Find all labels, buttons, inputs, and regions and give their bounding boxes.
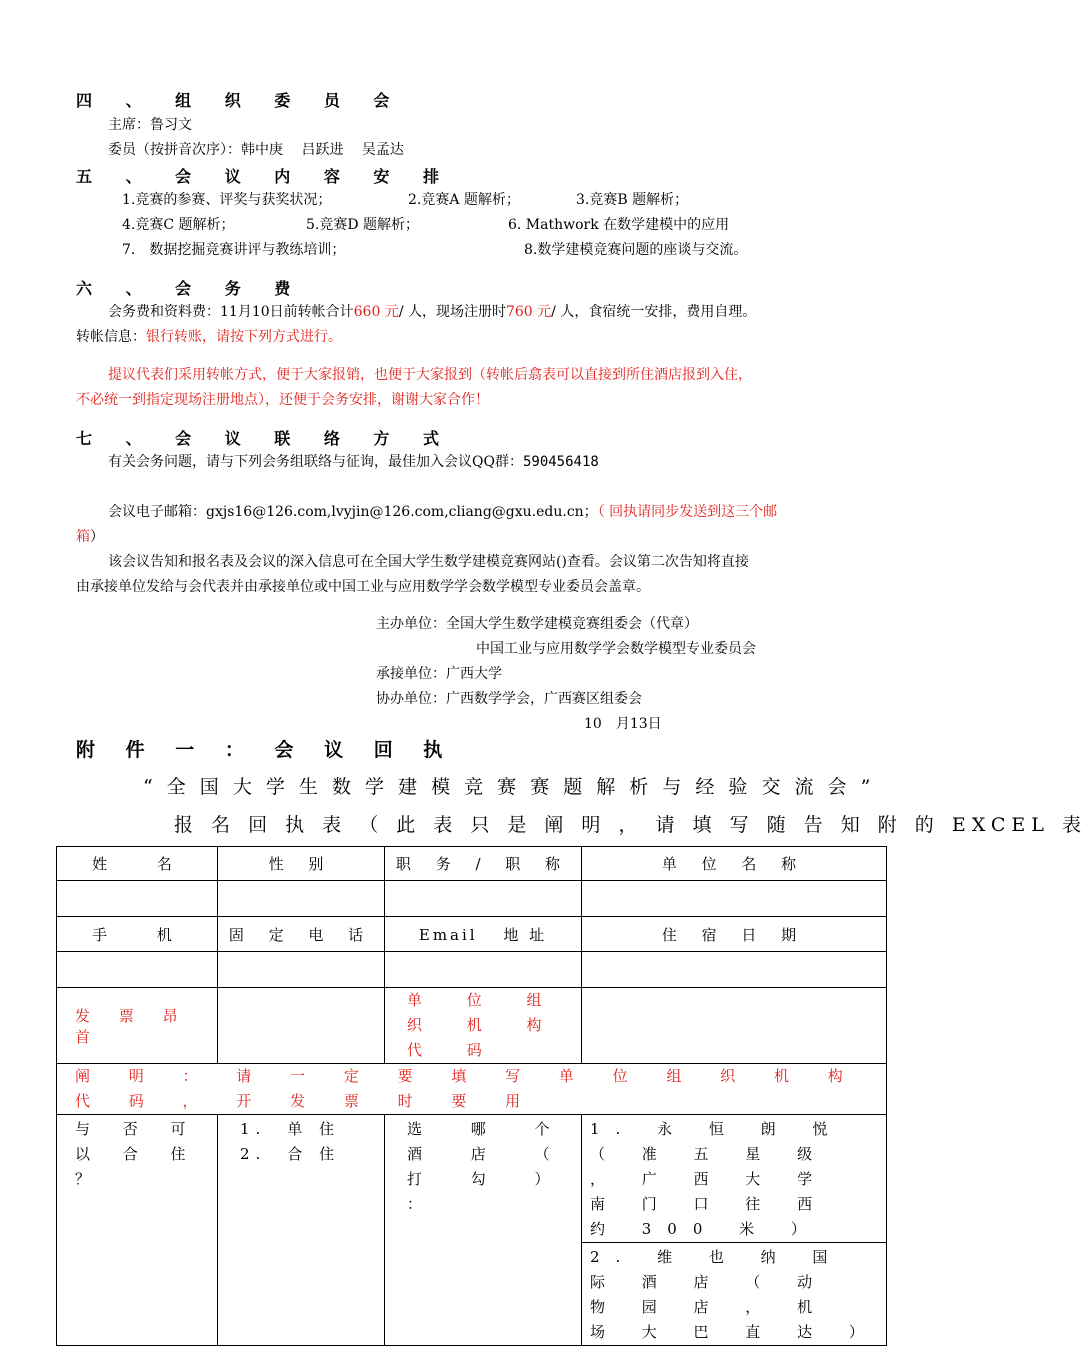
organization-cell[interactable]	[582, 881, 887, 917]
registration-form	[56, 846, 887, 1346]
transfer-label: 转帐信息：	[76, 329, 146, 345]
transfer-line	[76, 326, 342, 346]
agenda-item: 6. Mathwork 在数学建模中的应用	[508, 217, 730, 233]
title-cell[interactable]	[385, 881, 582, 917]
transfer-note-2: 不必统一到指定现场注册地点），还便于会务安排，谢谢大家合作！	[76, 392, 489, 408]
agenda-item: 2.竞赛A 题解析；	[408, 192, 520, 208]
table-row	[57, 1115, 887, 1243]
section7-title: 七 、 会 议 联 络 方 式	[76, 429, 453, 448]
invoice-title-label: 发 票 昂 首	[57, 988, 218, 1064]
table-row	[57, 1064, 887, 1115]
section5-title: 五 、 会 议 内 容 安 排	[76, 167, 453, 186]
attachment-title: 附 件 一 ： 会 议 回 执	[76, 739, 455, 761]
notice-date: 10 月13日	[584, 716, 662, 732]
option-single[interactable]: 1. 单 住	[240, 1120, 341, 1138]
email-line	[108, 501, 777, 521]
fee-post: / 人，食宿统一安排，费用自理。	[551, 304, 757, 320]
fee-line	[108, 301, 756, 321]
section6-title: 六 、 会 务 费	[76, 279, 305, 298]
table-row	[57, 988, 887, 1064]
invoice-title-cell[interactable]	[218, 988, 385, 1064]
gender-cell[interactable]	[218, 881, 385, 917]
header-name: 姓 名	[57, 847, 218, 881]
hotel-question: 选 哪 个 酒 店 （ 打 勾 ） ：	[385, 1115, 582, 1346]
hotel-option-2[interactable]: 2. 维 也 纳 国 际 酒 店 （ 动 物 园 店 ， 机 场 大 巴 直 达 ）	[582, 1243, 887, 1346]
form-subtitle-1: “ 全 国 大 学 生 数 学 建 模 竞 赛 赛 题 解 析 与 经 验 交 流 会 ”	[143, 776, 875, 798]
email-paren: ）	[90, 529, 104, 545]
share-room-question: 与 否 可 以 合 住 ？	[57, 1115, 218, 1346]
contact-line	[108, 451, 599, 471]
email-note: （ 回执请同步发送到这三个邮	[597, 504, 778, 520]
fee-onsite: 760 元	[505, 304, 552, 320]
option-shared[interactable]: 2. 合 住	[240, 1145, 341, 1163]
table-row	[57, 952, 887, 988]
stay-dates-cell[interactable]	[582, 952, 887, 988]
co-org: 协办单位：广西数学学会，广西赛区组委会	[376, 691, 642, 707]
undertake-org: 承接单位：广西大学	[376, 666, 502, 682]
host-org-1: 全国大学生数学建模竞赛组委会（代章）	[446, 616, 698, 632]
header-title: 职 务 / 职 称	[385, 847, 582, 881]
form-instruction: 阐 明 ： 请 一 定 要 填 写 单 位 组 织 机 构 代 码 ， 开 发 票 时 要 用	[57, 1064, 887, 1115]
email-line-2	[76, 526, 104, 546]
agenda-item: 8.数学建模竞赛问题的座谈与交流。	[524, 242, 748, 258]
org-code-label: 单 位 组 织 机 构 代 码	[385, 988, 582, 1064]
header-email: Email 地 址	[385, 917, 582, 952]
email-cell[interactable]	[385, 952, 582, 988]
notice-line-2: 由承接单位发给与会代表并由承接单位或中国工业与应用数学学会数学模型专业委员会盖章。	[76, 579, 650, 595]
header-organization: 单 位 名 称	[582, 847, 887, 881]
form-subtitle-2: 报 名 回 执 表 （ 此 表 只 是 阐 明 ， 请 填 写 随 告 知 附 的 EXCEL 表	[174, 814, 1087, 836]
transfer-note-1: 提议代表们采用转帐方式，便于大家报销，也便于大家报到（转帐后翕表可以直接到所住酒店报到入住，	[108, 367, 752, 383]
header-gender: 性 别	[218, 847, 385, 881]
header-phone: 固 定 电 话	[218, 917, 385, 952]
header-stay-dates: 住 宿 日 期	[582, 917, 887, 952]
host-org-2: 中国工业与应用数学学会数学模型专业委员会	[476, 641, 756, 657]
name-cell[interactable]	[57, 881, 218, 917]
members-text: 委员（按拼音次序）：韩中庚 吕跃进 吴孟达	[108, 142, 404, 158]
fee-pre: 会务费和资料费：11月10日前转帐合计	[108, 304, 354, 320]
fee-mid: / 人，现场注册时	[398, 304, 506, 320]
hotel-option-1[interactable]: 1. 永 恒 朗 悦 （ 准 五 星 级 ， 广 西 大 学 南 门 口 往 西 约 300 米 ）	[582, 1115, 887, 1243]
agenda-item: 4.竞赛C 题解析；	[122, 217, 235, 233]
table-row	[57, 847, 887, 881]
org-code-cell[interactable]	[582, 988, 887, 1064]
host-line	[376, 613, 698, 633]
email-note-end: 箱	[76, 529, 90, 545]
fee-early: 660 元	[353, 304, 399, 320]
table-row	[57, 917, 887, 952]
chair-text: 主席：鲁习文	[108, 117, 192, 133]
contact-text: 有关会务问题，请与下列会务组联络与征询，最佳加入会议QQ群：	[108, 454, 523, 470]
share-room-options[interactable]	[218, 1115, 385, 1346]
section4-title: 四 、 组 织 委 员 会	[76, 91, 404, 110]
qq-number: 590456418	[522, 454, 599, 470]
table-row	[57, 881, 887, 917]
phone-cell[interactable]	[218, 952, 385, 988]
email-addresses: 会议电子邮箱：gxjs16@126.com,lvyjin@126.com,cliang@gxu.edu.cn；	[108, 504, 598, 520]
agenda-item: 7. 数据挖掘竞赛讲评与教练培训；	[122, 242, 346, 258]
agenda-item: 5.竞赛D 题解析；	[306, 217, 420, 233]
mobile-cell[interactable]	[57, 952, 218, 988]
agenda-item: 3.竞赛B 题解析；	[576, 192, 689, 208]
header-mobile: 手 机	[57, 917, 218, 952]
host-label: 主办单位：	[376, 616, 446, 632]
transfer-text: 银行转账，请按下列方式进行。	[146, 329, 342, 345]
agenda-item: 1.竞赛的参赛、评奖与获奖状况；	[122, 192, 332, 208]
notice-line-1: 该会议告知和报名表及会议的深入信息可在全国大学生数学建模竞赛网站()查看。会议第二次告知将直接	[108, 554, 749, 570]
